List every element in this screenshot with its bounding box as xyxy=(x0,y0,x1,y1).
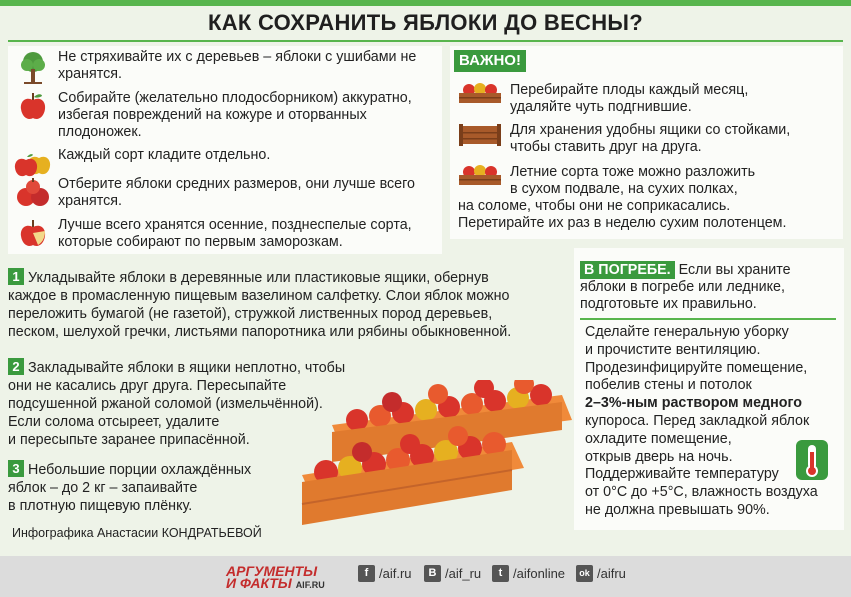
tip-text: Лучше всего хранятся осенние, позднеспелые сорта, которые собирают по первым заморозкам. xyxy=(58,217,412,250)
important-text: в сухом подвале, на сухих полках, xyxy=(510,181,738,197)
cellar-intro xyxy=(580,262,836,313)
cellar-text: Сделайте генеральную уборку xyxy=(585,324,789,340)
tip-item xyxy=(8,147,442,179)
step-item xyxy=(8,268,511,341)
step-text: яблок – до 2 кг – запаивайте xyxy=(8,480,198,496)
step-text: Укладывайте яблоки в деревянные или пластиковые ящики, обернув xyxy=(28,270,489,286)
important-item xyxy=(450,82,748,116)
credit-text: Инфографика Анастасии КОНДРАТЬЕВОЙ xyxy=(12,526,262,540)
apple-cut-icon xyxy=(8,217,58,249)
apples-group-icon xyxy=(8,176,58,208)
cellar-text: Продезинфицируйте помещение, xyxy=(585,359,808,376)
important-item xyxy=(450,164,755,198)
cellar-text: Поддерживайте температуру xyxy=(585,466,779,483)
important-badge: ВАЖНО! xyxy=(454,50,526,72)
twitter-icon: t xyxy=(492,565,509,582)
cellar-text: 2–3%-ным раствором медного xyxy=(585,395,802,412)
cellar-text: купороса. Перед закладкой яблок xyxy=(585,412,810,429)
tips-panel xyxy=(8,46,442,254)
tip-item xyxy=(8,176,442,210)
vk-icon: В xyxy=(424,565,441,582)
step-item xyxy=(8,460,251,515)
step-text: песком, шелухой гречки, листьями папоротника или рябины обыкновенной. xyxy=(8,324,512,340)
step-number: 2 xyxy=(8,358,24,375)
top-bar xyxy=(0,0,851,6)
important-text: удаляйте чуть подгнившие. xyxy=(510,99,692,115)
step-text: каждое в промасленную пищевым вазелином салфетку. Слои яблок можно xyxy=(8,288,510,304)
cellar-text: побелив стены и потолок xyxy=(585,377,752,394)
cellar-intro-text: Если вы храните яблоки в погребе или леднике, подготовьте их правильно. xyxy=(580,262,791,312)
cellar-text: открыв дверь на ночь. xyxy=(585,448,733,465)
social-odnoklassniki[interactable]: ok /aifru xyxy=(576,565,626,582)
tip-text: Каждый сорт кладите отдельно. xyxy=(58,147,271,163)
social-facebook[interactable]: f /aif.ru xyxy=(358,565,412,582)
empty-crate-icon xyxy=(450,122,510,156)
apple-crate-icon xyxy=(450,82,510,116)
apples-pair-icon xyxy=(8,147,58,179)
apple-icon xyxy=(8,90,58,122)
odnoklassniki-icon: ok xyxy=(576,565,593,582)
social-vk[interactable]: В /aif_ru xyxy=(424,565,481,582)
cellar-badge: В ПОГРЕБЕ. xyxy=(580,261,675,279)
step-number: 3 xyxy=(8,460,24,477)
step-number: 1 xyxy=(8,268,24,285)
important-text: Для хранения удобны ящики со стойками, xyxy=(510,122,791,138)
important-text: чтобы ставить друг на друга. xyxy=(510,139,702,155)
facebook-icon: f xyxy=(358,565,375,582)
thermometer-icon xyxy=(796,440,828,485)
important-panel xyxy=(450,46,843,239)
cellar-panel xyxy=(574,248,844,530)
cellar-body xyxy=(585,324,835,520)
important-text: Перебирайте плоды каждый месяц, xyxy=(510,82,749,98)
tip-text: Собирайте (желательно плодосборником) аккуратно, избегая повреждений на кожуре и оторванных плодоножек. xyxy=(58,90,412,140)
cellar-text: от 0°С до +5°С, влажность воздуха xyxy=(585,484,818,501)
step-text: в плотную пищевую плёнку. xyxy=(8,498,193,514)
step-text: Если солома отсыреет, удалите xyxy=(8,414,220,430)
cellar-text: не должна превышать 90%. xyxy=(585,501,770,518)
step-text: и пересыпьте заранее припасённой. xyxy=(8,432,250,448)
cellar-text: охладите помещение, xyxy=(585,430,732,447)
tree-icon xyxy=(8,49,58,85)
social-twitter[interactable]: t /aifonline xyxy=(492,565,565,582)
important-text: на соломе, чтобы они не соприкасались. xyxy=(458,198,731,214)
step-text: подсушенной ржаной соломой (измельчённой). xyxy=(8,396,323,412)
title-divider xyxy=(8,40,843,42)
important-item xyxy=(450,122,790,156)
important-text: Перетирайте их раз в неделю сухим полотенцем. xyxy=(458,215,787,231)
apple-crates-illustration xyxy=(262,380,572,535)
tip-item xyxy=(8,49,442,85)
tip-text: Отберите яблоки средних размеров, они лучше всего хранятся. xyxy=(58,176,415,209)
step-text: переложить бумагой (не газетой), стружкой лиственных пород деревьев, xyxy=(8,306,493,322)
page-title: КАК СОХРАНИТЬ ЯБЛОКИ ДО ВЕСНЫ? xyxy=(207,10,644,35)
cellar-divider xyxy=(580,318,836,320)
step-text: Закладывайте яблоки в ящики неплотно, чтобы xyxy=(28,360,346,376)
step-text: они не касались друг друга. Пересыпайте xyxy=(8,378,287,394)
tip-item xyxy=(8,90,442,141)
apple-crate-icon xyxy=(450,164,510,198)
tip-item xyxy=(8,217,442,251)
aif-logo: АРГУМЕНТЫ И ФАКТЫ AIF.RU xyxy=(226,563,325,591)
tip-text: Не стряхивайте их с деревьев – яблоки с ушибами не хранятся. xyxy=(58,49,417,82)
step-text: Небольшие порции охлаждённых xyxy=(28,462,252,478)
important-text: Летние сорта тоже можно разложить xyxy=(510,164,756,180)
cellar-text: и прочистите вентиляцию. xyxy=(585,341,761,358)
